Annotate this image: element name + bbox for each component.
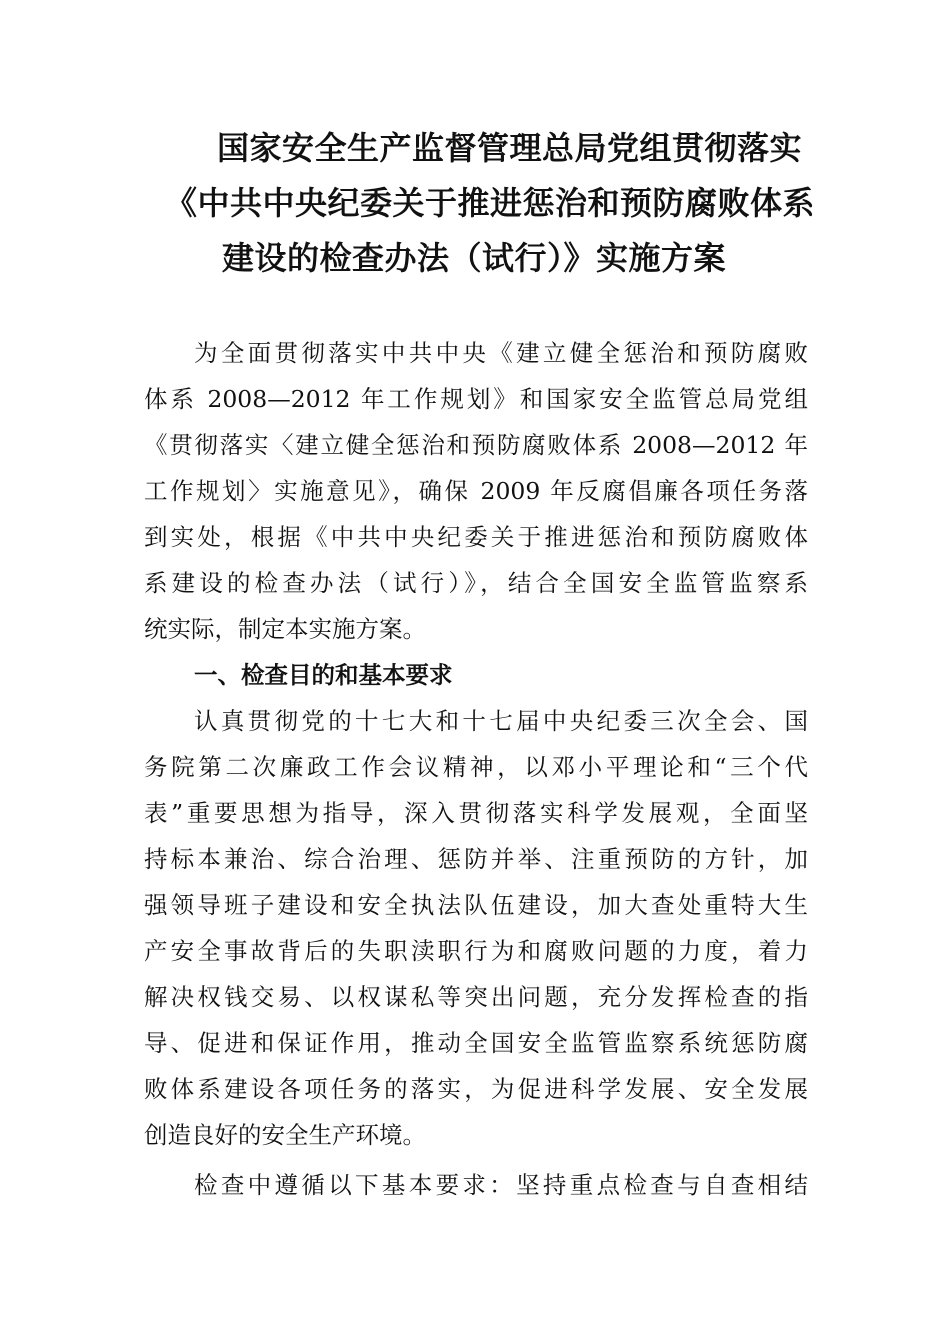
paragraph-line: 产安全事故背后的失职渎职行为和腐败问题的力度，着力 [144, 937, 808, 965]
paragraph-line: 强领导班子建设和安全执法队伍建设，加大查处重特大生 [144, 891, 808, 919]
paragraph-line: 导、促进和保证作用，推动全国安全监管监察系统惩防腐 [144, 1029, 808, 1057]
section-heading: 一、检查目的和基本要求 [194, 661, 453, 689]
paragraph-line: 检查中遵循以下基本要求：坚持重点检查与自查相结 [194, 1171, 808, 1199]
paragraph-line: 持标本兼治、综合治理、惩防并举、注重预防的方针，加 [144, 845, 808, 873]
title-line-2: 《中共中央纪委关于推进惩治和预防腐败体系 [165, 184, 816, 222]
title-line-3: 建设的检查办法（试行）》实施方案 [222, 239, 727, 277]
paragraph-line: 工作规划〉实施意见》，确保 2009 年反腐倡廉各项任务落 [144, 477, 808, 505]
paragraph-line: 《贯彻落实〈建立健全惩治和预防腐败体系 2008—2012 年 [144, 431, 808, 459]
paragraph-line: 统实际，制定本实施方案。 [144, 615, 426, 643]
paragraph-line: 表”重要思想为指导，深入贯彻落实科学发展观，全面坚 [144, 799, 808, 827]
paragraph-line: 为全面贯彻落实中共中央《建立健全惩治和预防腐败 [194, 339, 808, 367]
paragraph-line: 认真贯彻党的十七大和十七届中央纪委三次全会、国 [194, 707, 808, 735]
paragraph-line: 务院第二次廉政工作会议精神，以邓小平理论和“三个代 [144, 753, 808, 781]
paragraph-line: 体系 2008—2012 年工作规划》和国家安全监管总局党组 [144, 385, 808, 413]
paragraph-line: 败体系建设各项任务的落实，为促进科学发展、安全发展 [144, 1075, 808, 1103]
paragraph-line: 到实处，根据《中共中央纪委关于推进惩治和预防腐败体 [144, 523, 808, 551]
paragraph-line: 解决权钱交易、以权谋私等突出问题，充分发挥检查的指 [144, 983, 808, 1011]
title-line-1: 国家安全生产监督管理总局党组贯彻落实 [217, 129, 803, 167]
paragraph-line: 系建设的检查办法（试行）》，结合全国安全监管监察系 [144, 569, 808, 597]
paragraph-line: 创造良好的安全生产环境。 [144, 1121, 426, 1149]
